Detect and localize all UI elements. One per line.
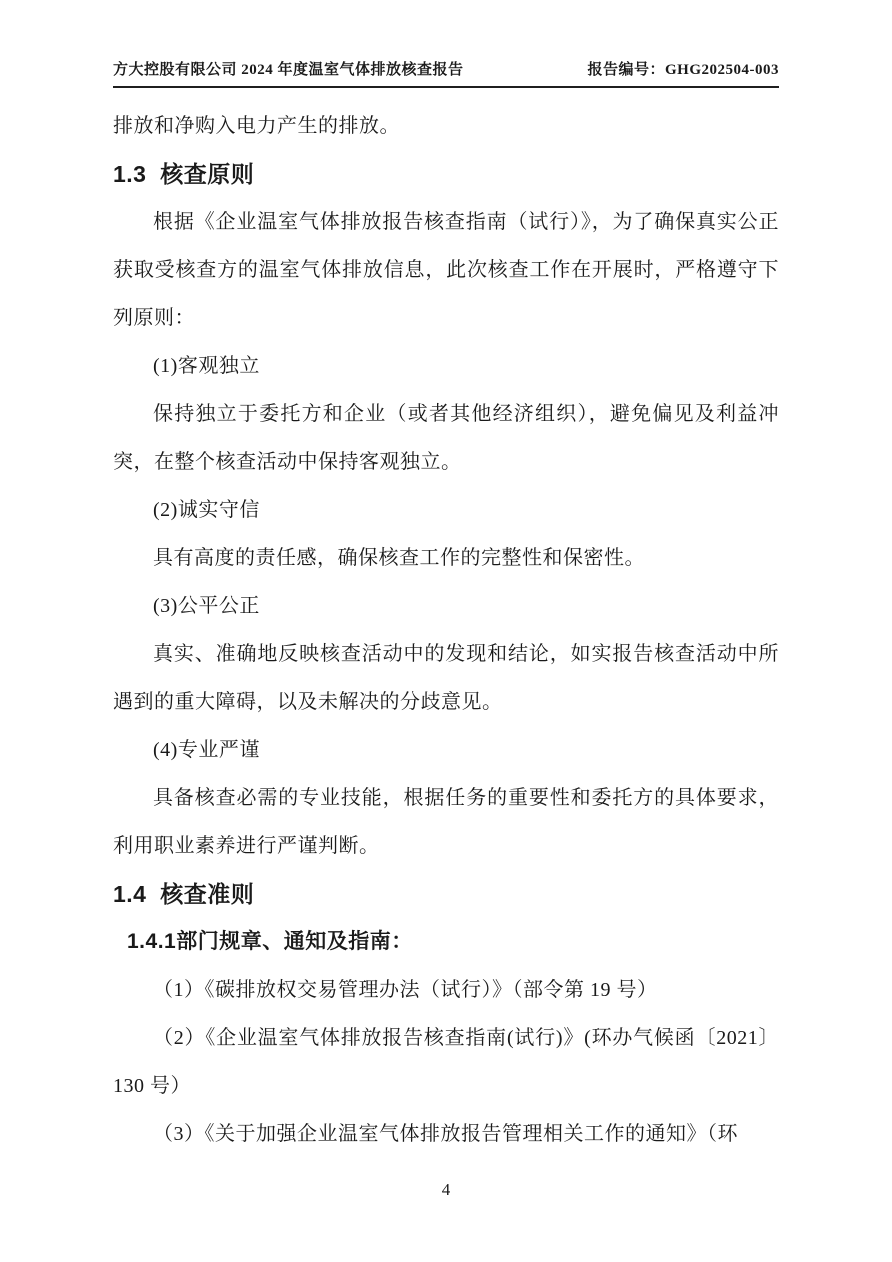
header-report-title: 方大控股有限公司 2024 年度温室气体排放核查报告 bbox=[113, 62, 464, 78]
list-item-principle-4: (4)专业严谨 bbox=[153, 739, 260, 761]
subsection-heading-1-4-1: 1.4.1部门规章、通知及指南： bbox=[127, 930, 413, 953]
section-heading-1-4: 1.4 核查准则 bbox=[113, 881, 255, 907]
list-item-reference-1: （1）《碳排放权交易管理办法（试行）》（部令第 19 号） bbox=[153, 979, 658, 1001]
list-item-principle-3: (3)公平公正 bbox=[153, 595, 260, 617]
paragraph: 根据《企业温室气体排放报告核查指南（试行）》，为了确保真实公正获取受核查方的温室气体排放信息，此次核查工作在开展时，严格遵守下列原则： bbox=[113, 211, 779, 329]
list-item-reference-2: （2）《企业温室气体排放报告核查指南(试行)》(环办气候函〔2021〕130 号） bbox=[113, 1027, 779, 1097]
list-item-reference-3: （3）《关于加强企业温室气体排放报告管理相关工作的通知》（环 bbox=[153, 1123, 738, 1145]
list-item-principle-1: (1)客观独立 bbox=[153, 355, 260, 377]
page-number: 4 bbox=[441, 1180, 451, 1199]
page-header bbox=[113, 58, 779, 88]
list-item-principle-2: (2)诚实守信 bbox=[153, 499, 260, 521]
document-body bbox=[113, 102, 779, 1158]
paragraph: 真实、准确地反映核查活动中的发现和结论，如实报告核查活动中所遇到的重大障碍，以及未解决的分歧意见。 bbox=[113, 643, 779, 713]
section-heading-1-3: 1.3 核查原则 bbox=[113, 161, 255, 187]
page-footer bbox=[0, 1180, 892, 1200]
paragraph: 保持独立于委托方和企业（或者其他经济组织），避免偏见及利益冲突，在整个核查活动中保持客观独立。 bbox=[113, 403, 779, 473]
paragraph: 具有高度的责任感，确保核查工作的完整性和保密性。 bbox=[153, 547, 645, 569]
paragraph-continuation: 排放和净购入电力产生的排放。 bbox=[113, 115, 400, 137]
header-report-number: 报告编号：GHG202504-003 bbox=[587, 62, 779, 78]
paragraph: 具备核查必需的专业技能，根据任务的重要性和委托方的具体要求，利用职业素养进行严谨判断。 bbox=[113, 787, 779, 857]
